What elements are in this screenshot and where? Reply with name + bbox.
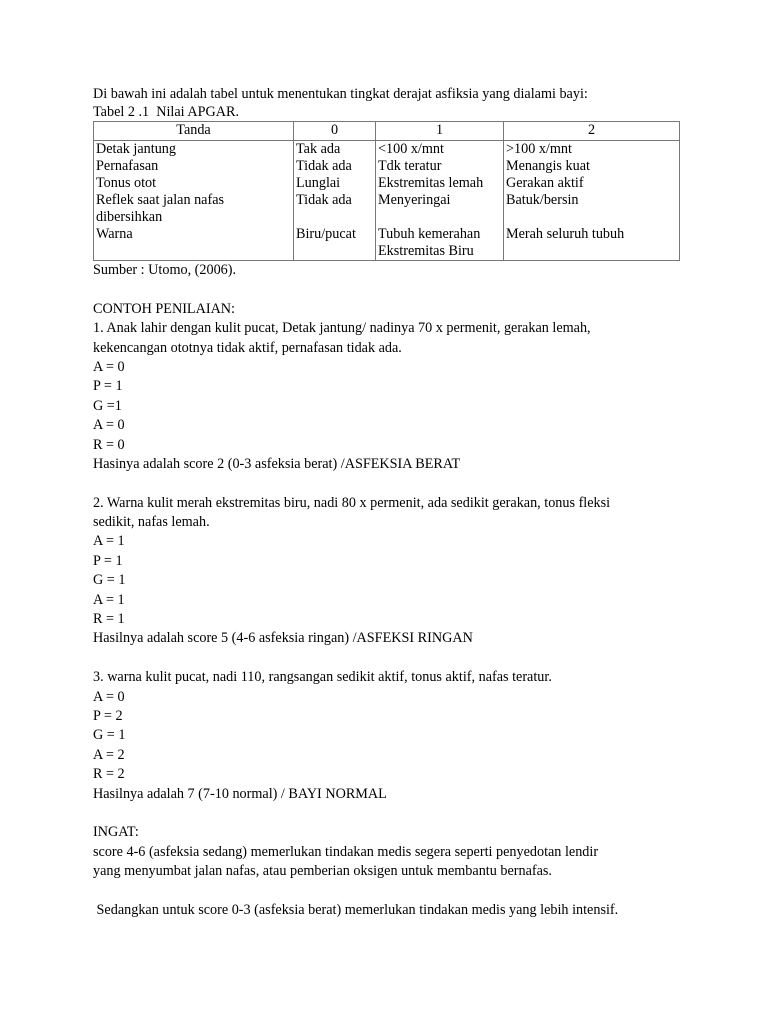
cell-text: Ekstremitas Biru <box>378 243 474 259</box>
example-result: Hasinya adalah score 2 (0-3 asfeksia berat) /ASFEKSIA BERAT <box>93 455 461 472</box>
score-line: A = 2 <box>93 746 125 763</box>
cell-text: Tidak ada <box>296 192 352 208</box>
cell-text: dibersihkan <box>96 209 163 225</box>
header-score-2: 2 <box>504 122 680 141</box>
cell-text: Batuk/bersin <box>506 192 579 208</box>
spacer <box>93 804 693 823</box>
note-line: score 4-6 (asfeksia sedang) memerlukan tindakan medis segera seperti penyedotan lendir <box>93 843 599 860</box>
cell-text: Tdk teratur <box>378 158 442 174</box>
cell-text: >100 x/mnt <box>506 141 572 157</box>
cell-text: Pernafasan <box>96 158 159 174</box>
note-final: Sedangkan untuk score 0-3 (asfeksia berat) memerlukan tindakan medis yang lebih intensif. <box>93 901 619 918</box>
score-line: R = 1 <box>93 611 125 628</box>
example-heading: CONTOH PENILAIAN: <box>93 300 235 317</box>
example-desc: 1. Anak lahir dengan kulit pucat, Detak jantung/ nadinya 70 x permenit, gerakan lemah, <box>93 320 591 337</box>
cell-text: Merah seluruh tubuh <box>506 226 625 242</box>
intro-text: Di bawah ini adalah tabel untuk menentukan tingkat derajat asfiksia yang dialami bayi: <box>93 86 588 102</box>
cell-text: Menangis kuat <box>506 158 590 174</box>
cell-text: Biru/pucat <box>296 226 356 242</box>
score-2-cell <box>504 141 680 261</box>
cell-text: Tonus otot <box>96 175 157 191</box>
table-row <box>94 141 680 261</box>
score-line: G = 1 <box>93 572 126 589</box>
score-line: P = 1 <box>93 378 123 395</box>
cell-text: Menyeringai <box>378 192 451 208</box>
cell-text: Tidak ada <box>296 158 352 174</box>
example-result: Hasilnya adalah 7 (7-10 normal) / BAYI NORMAL <box>93 785 387 802</box>
example-result: Hasilnya adalah score 5 (4-6 asfeksia ringan) /ASFEKSI RINGAN <box>93 630 473 647</box>
score-line: G = 1 <box>93 727 126 744</box>
score-line: A = 0 <box>93 417 125 434</box>
example-desc: 2. Warna kulit merah ekstremitas biru, nadi 80 x permenit, ada sedikit gerakan, tonus fleksi <box>93 494 611 511</box>
score-1-cell <box>376 141 504 261</box>
score-line: P = 1 <box>93 552 123 569</box>
example-2 <box>93 494 693 649</box>
cell-text: Warna <box>96 226 133 242</box>
example-3 <box>93 668 693 804</box>
cell-text: Tak ada <box>296 141 341 157</box>
source-note: Sumber : Utomo, (2006). <box>93 262 237 278</box>
cell-text <box>296 209 373 226</box>
cell-text: Ekstremitas lemah <box>378 175 484 191</box>
cell-text: <100 x/mnt <box>378 141 444 157</box>
cell-text: Lunglai <box>296 175 341 191</box>
example-desc: 3. warna kulit pucat, nadi 110, rangsangan sedikit aktif, tonus aktif, nafas teratur. <box>93 669 552 686</box>
apgar-table <box>93 121 680 261</box>
header-score-1: 1 <box>376 122 504 141</box>
note-line: yang menyumbat jalan nafas, atau pemberian oksigen untuk membantu bernafas. <box>93 863 552 880</box>
header-score-0: 0 <box>294 122 376 141</box>
score-0-cell <box>294 141 376 261</box>
score-line: A = 0 <box>93 688 125 705</box>
score-line: A = 1 <box>93 591 125 608</box>
score-line: R = 2 <box>93 766 125 783</box>
cell-text <box>378 209 501 226</box>
example-1 <box>93 319 693 474</box>
cell-text: Reflek saat jalan nafas <box>96 192 225 208</box>
header-tanda: Tanda <box>94 122 294 141</box>
table-caption: Tabel 2 .1 Nilai APGAR. <box>93 103 239 120</box>
spacer <box>93 280 693 299</box>
document-page <box>93 86 693 920</box>
cell-text <box>506 209 677 226</box>
cell-text: Detak jantung <box>96 141 176 157</box>
note-section <box>93 823 693 920</box>
note-heading: INGAT: <box>93 824 139 841</box>
cell-text: Tubuh kemerahan <box>378 226 481 242</box>
table-header-row <box>94 122 680 141</box>
score-line: A = 0 <box>93 358 125 375</box>
score-line: G =1 <box>93 397 122 414</box>
spacer <box>93 474 693 493</box>
tanda-cell <box>94 141 294 261</box>
spacer <box>93 649 693 668</box>
score-line: A = 1 <box>93 533 125 550</box>
score-line: R = 0 <box>93 436 125 453</box>
cell-text: Gerakan aktif <box>506 175 584 191</box>
example-desc: sedikit, nafas lemah. <box>93 514 210 531</box>
spacer <box>93 882 693 901</box>
score-line: P = 2 <box>93 707 123 724</box>
example-desc: kekencangan ototnya tidak aktif, pernafasan tidak ada. <box>93 339 402 356</box>
